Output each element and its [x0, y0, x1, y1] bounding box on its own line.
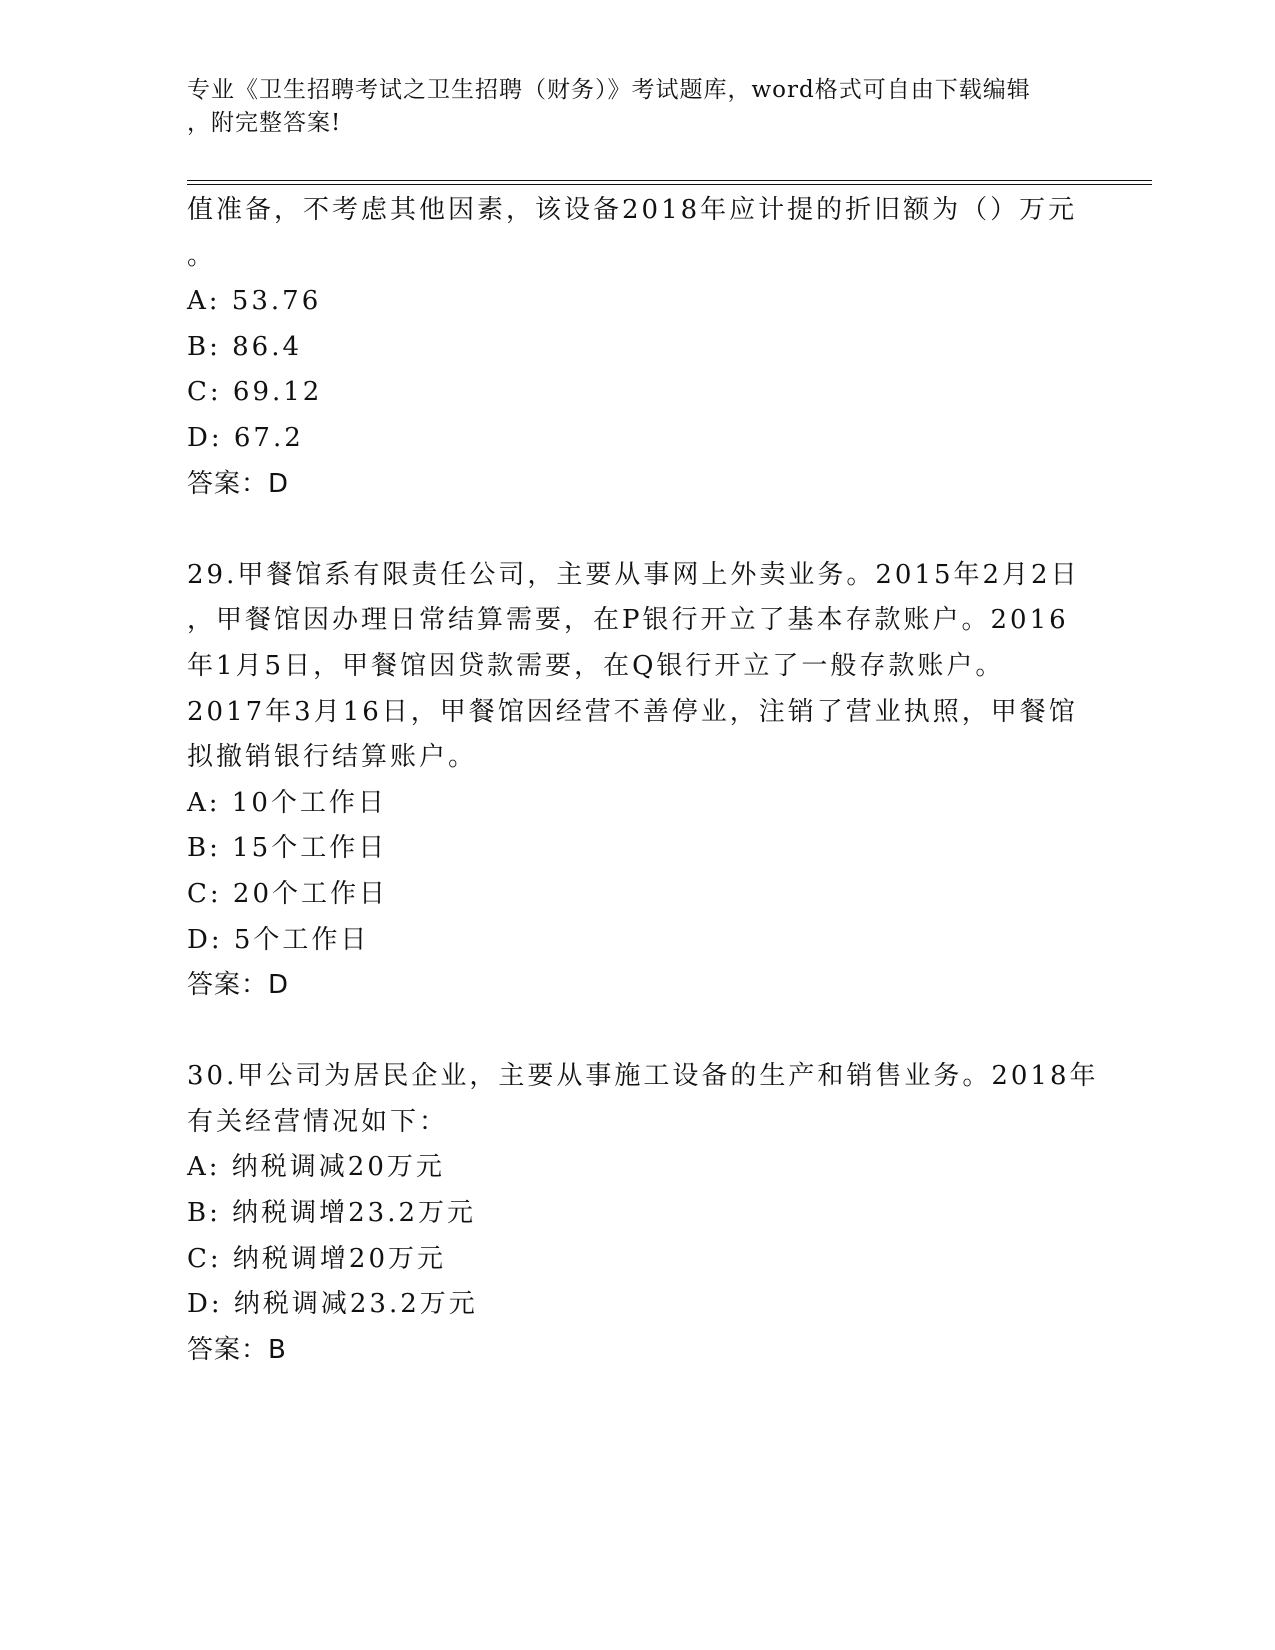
- option-b: B: 纳税调增23.2万元: [187, 1198, 477, 1229]
- option-d: D: 67.2: [187, 422, 304, 453]
- option-d: D: 5个工作日: [187, 924, 370, 955]
- option-c: C: 20个工作日: [187, 878, 389, 909]
- spacer: [187, 1009, 1087, 1055]
- option-a: A: 10个工作日: [187, 787, 387, 818]
- question-stem-line: 2017年3月16日，甲餐馆因经营不善停业，注销了营业执照，甲餐馆: [187, 696, 1078, 727]
- option-a: A: 53.76: [187, 286, 322, 317]
- option-d: D: 纳税调减23.2万元: [187, 1289, 478, 1320]
- question-stem-line: 30.甲公司为居民企业，主要从事施工设备的生产和销售业务。2018年: [187, 1061, 1099, 1092]
- question-30: [187, 1054, 1099, 1373]
- question-stem-line: 拟撤销银行结算账户。: [187, 742, 478, 773]
- answer-line: 答案：D: [187, 468, 290, 499]
- question-list: [187, 188, 1099, 1373]
- question-stem-line: ，甲餐馆因办理日常结算需要，在P银行开立了基本存款账户。2016: [187, 605, 1069, 636]
- header-line-2: ，附完整答案!: [187, 110, 342, 136]
- question-stem-line: 年1月5日，甲餐馆因贷款需要，在Q银行开立了一般存款账户。: [187, 650, 1005, 681]
- question-stem-line: 。: [187, 240, 217, 271]
- option-c: C: 纳税调增20万元: [187, 1243, 447, 1274]
- option-b: B: 86.4: [187, 331, 303, 362]
- document-header: [187, 74, 1067, 140]
- question-stem-line: 值准备，不考虑其他因素，该设备2018年应计提的折旧额为（）万元: [187, 195, 1078, 225]
- header-line-1: 专业《卫生招聘考试之卫生招聘（财务）》考试题库，word格式可自由下载编辑: [187, 77, 1031, 103]
- option-b: B: 15个工作日: [187, 833, 388, 864]
- option-a: A: 纳税调减20万元: [187, 1152, 445, 1183]
- answer-line: 答案：B: [187, 1334, 287, 1365]
- answer-line: 答案：D: [187, 970, 290, 1001]
- spacer: [187, 507, 1087, 553]
- question-stem-line: 有关经营情况如下：: [187, 1106, 449, 1137]
- header-rule-top: [187, 180, 1152, 181]
- question-29: [187, 553, 1087, 1009]
- header-rule-bottom: [187, 184, 1152, 185]
- question-stem-line: 29.甲餐馆系有限责任公司，主要从事网上外卖业务。2015年2月2日: [187, 559, 1080, 590]
- question-28: [187, 188, 1087, 507]
- option-c: C: 69.12: [187, 377, 323, 408]
